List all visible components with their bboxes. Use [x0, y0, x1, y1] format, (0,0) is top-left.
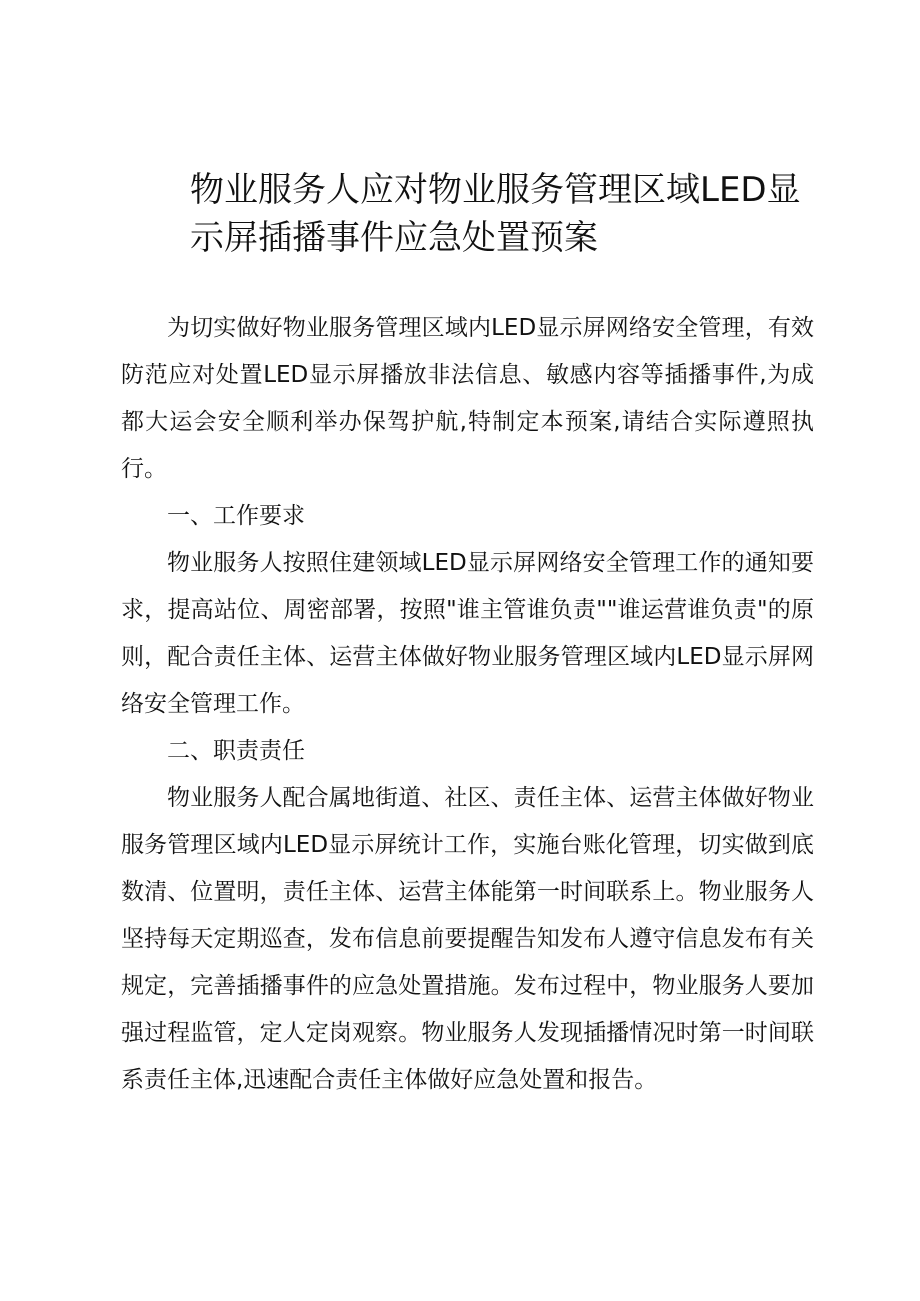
- section-heading-work-requirements: 一、工作要求: [167, 503, 305, 529]
- section-body-work-requirements: 物业服务人按照住建领域LED显示屏网络安全管理工作的通知要求，提高站位、周密部署，按照"谁主管谁负责""谁运营谁负责"的原则，配合责任主体、运营主体做好物业服务管理区域内LED显示屏网络安全管理工作。: [121, 550, 814, 717]
- section-heading-responsibilities: 二、职责责任: [167, 738, 305, 764]
- section-body-responsibilities: 物业服务人配合属地街道、社区、责任主体、运营主体做好物业服务管理区域内LED显示屏统计工作，实施台账化管理，切实做到底数清、位置明，责任主体、运营主体能第一时间联系上。物业服务人坚持每天定期巡查，发布信息前要提醒告知发布人遵守信息发布有关规定，完善插播事件的应急处置措施。发布过程中，物业服务人要加强过程监管，定人定岗观察。物业服务人发现插播情况时第一时间联系责任主体,迅速配合责任主体做好应急处置和报告。: [121, 785, 814, 1093]
- document-title: 物业服务人应对物业服务管理区域LED显示屏插播事件应急处置预案: [190, 170, 801, 258]
- document-body: [121, 305, 814, 1104]
- intro-paragraph: 为切实做好物业服务管理区域内LED显示屏网络安全管理，有效防范应对处置LED显示屏播放非法信息、敏感内容等插播事件,为成都大运会安全顺利举办保驾护航,特制定本预案,请结合实际遵照执行。: [121, 315, 814, 482]
